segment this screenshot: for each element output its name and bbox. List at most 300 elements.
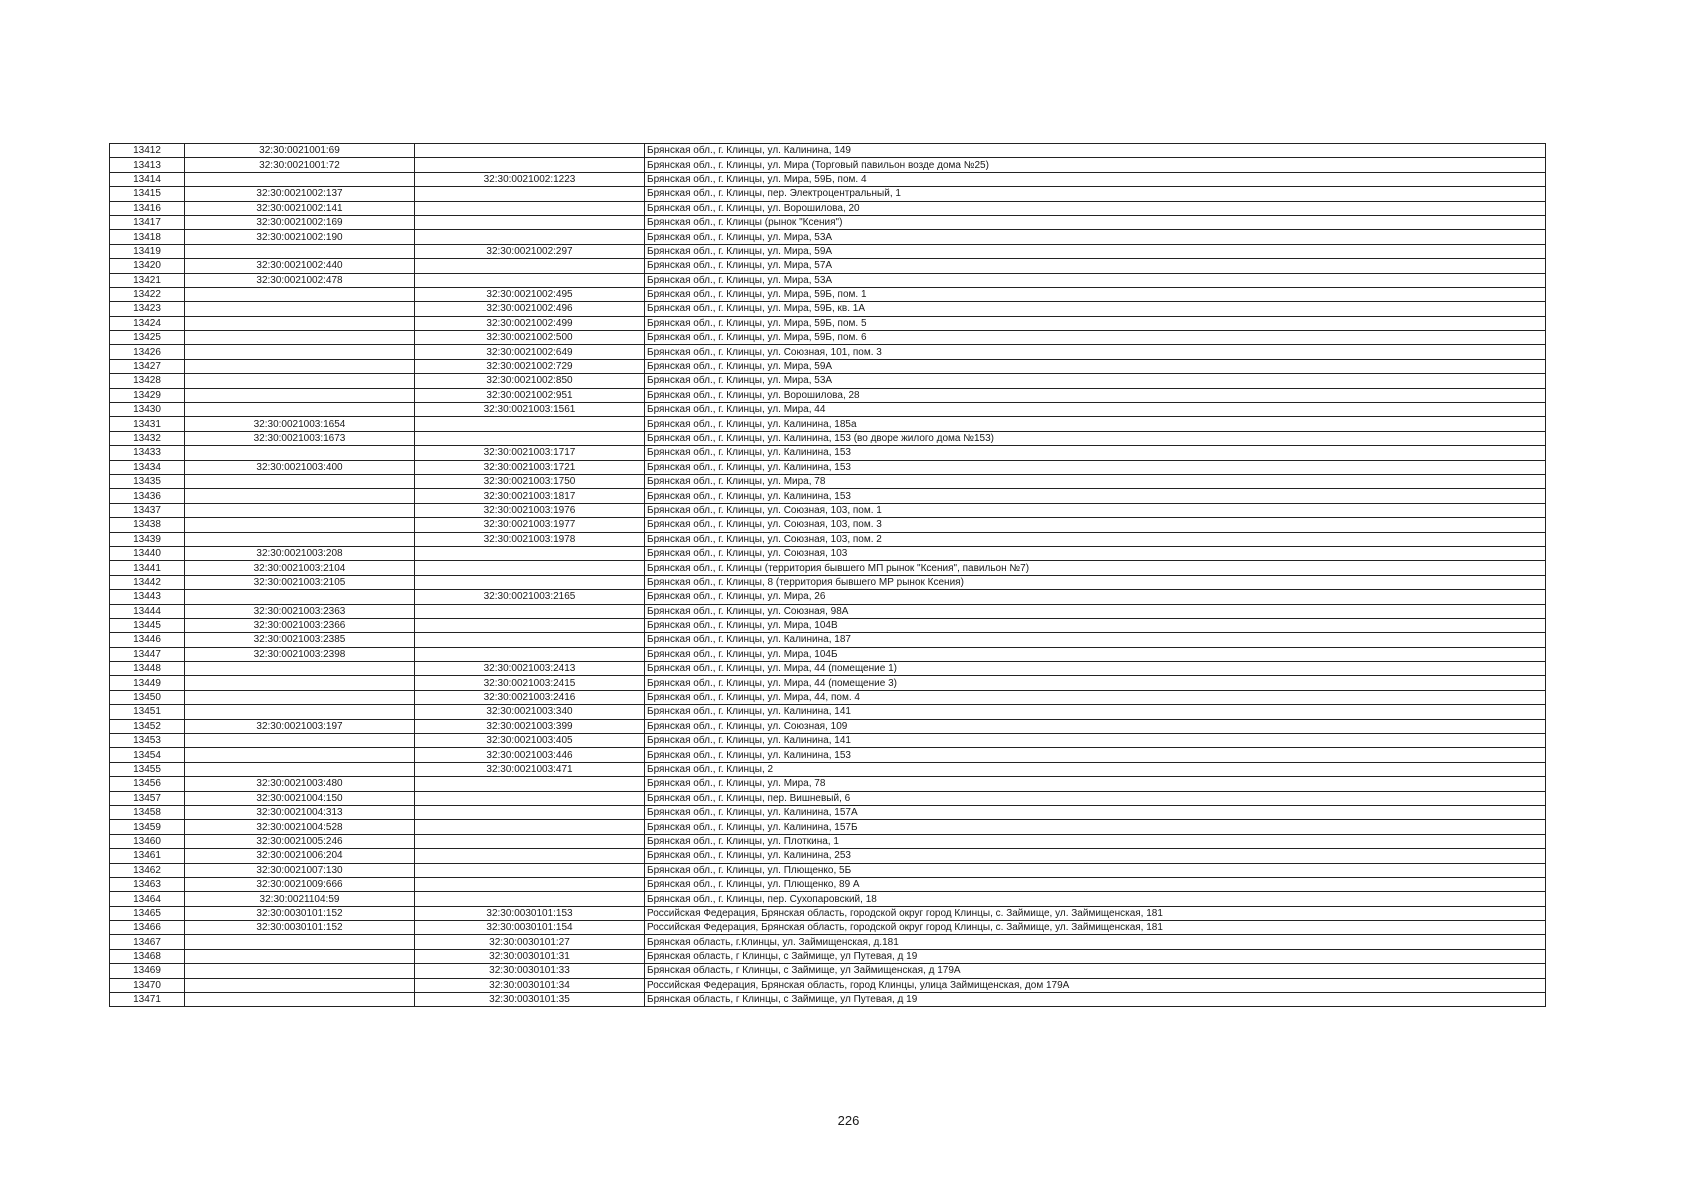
table-row [110, 374, 1546, 388]
cadastral-number-cell: 32:30:0021003:197 [185, 719, 415, 733]
row-number-cell: 13441 [110, 561, 185, 575]
related-cadastral-number-cell [415, 546, 645, 560]
row-number-cell: 13455 [110, 762, 185, 776]
related-cadastral-number-cell: 32:30:0021002:499 [415, 316, 645, 330]
table-row [110, 690, 1546, 704]
cadastral-number-cell [185, 762, 415, 776]
cadastral-number-cell: 32:30:0021003:2104 [185, 561, 415, 575]
cadastral-number-cell [185, 345, 415, 359]
related-cadastral-number-cell: 32:30:0021002:729 [415, 359, 645, 373]
related-cadastral-number-cell: 32:30:0021002:1223 [415, 172, 645, 186]
cadastral-number-cell: 32:30:0021002:440 [185, 259, 415, 273]
related-cadastral-number-cell: 32:30:0021002:496 [415, 302, 645, 316]
table-row [110, 662, 1546, 676]
table-row [110, 777, 1546, 791]
row-number-cell: 13471 [110, 993, 185, 1007]
cadastral-number-cell [185, 359, 415, 373]
related-cadastral-number-cell: 32:30:0021003:399 [415, 719, 645, 733]
table-row [110, 849, 1546, 863]
cadastral-number-cell: 32:30:0021002:169 [185, 215, 415, 229]
cadastral-number-cell: 32:30:0021001:72 [185, 158, 415, 172]
row-number-cell: 13418 [110, 230, 185, 244]
cadastral-number-cell: 32:30:0021003:1654 [185, 417, 415, 431]
table-row [110, 921, 1546, 935]
cadastral-number-cell: 32:30:0021009:666 [185, 877, 415, 891]
row-number-cell: 13457 [110, 791, 185, 805]
row-number-cell: 13459 [110, 820, 185, 834]
address-cell: Российская Федерация, Брянская область, городской округ город Клинцы, с. Займище, ул. Займищенская, 181 [645, 921, 1546, 935]
row-number-cell: 13430 [110, 403, 185, 417]
row-number-cell: 13440 [110, 546, 185, 560]
table-row [110, 518, 1546, 532]
row-number-cell: 13444 [110, 604, 185, 618]
related-cadastral-number-cell: 32:30:0021002:850 [415, 374, 645, 388]
related-cadastral-number-cell [415, 805, 645, 819]
address-cell: Брянская область, г Клинцы, с Займище, ул Путевая, д 19 [645, 949, 1546, 963]
address-cell: Брянская обл., г. Клинцы, ул. Мира, 59А [645, 359, 1546, 373]
table-row [110, 834, 1546, 848]
table-row [110, 546, 1546, 560]
row-number-cell: 13438 [110, 518, 185, 532]
table-row [110, 446, 1546, 460]
address-cell: Брянская обл., г. Клинцы, ул. Союзная, 109 [645, 719, 1546, 733]
address-cell: Брянская обл., г. Клинцы, ул. Мира, 53А [645, 230, 1546, 244]
cadastral-number-cell: 32:30:0021007:130 [185, 863, 415, 877]
table-row [110, 935, 1546, 949]
cadastral-number-cell [185, 532, 415, 546]
address-cell: Брянская обл., г. Клинцы, ул. Мира, 104Б [645, 647, 1546, 661]
page-number: 226 [837, 1113, 860, 1128]
table-row [110, 431, 1546, 445]
row-number-cell: 13434 [110, 460, 185, 474]
table-row [110, 892, 1546, 906]
table-row [110, 877, 1546, 891]
related-cadastral-number-cell [415, 849, 645, 863]
address-cell: Брянская обл., г. Клинцы, ул. Мира, 53А [645, 273, 1546, 287]
address-cell: Брянская обл., г. Клинцы, ул. Калинина, 153 (во дворе жилого дома №153) [645, 431, 1546, 445]
address-cell: Брянская область, г Клинцы, с Займище, ул Займищенская, д 179А [645, 964, 1546, 978]
address-cell: Брянская обл., г. Клинцы, ул. Союзная, 101, пом. 3 [645, 345, 1546, 359]
address-cell: Брянская обл., г. Клинцы, ул. Мира, 59А [645, 244, 1546, 258]
row-number-cell: 13429 [110, 388, 185, 402]
cadastral-number-cell: 32:30:0021004:313 [185, 805, 415, 819]
row-number-cell: 13421 [110, 273, 185, 287]
address-cell: Брянская обл., г. Клинцы, ул. Мира, 78 [645, 777, 1546, 791]
cadastral-number-cell [185, 705, 415, 719]
row-number-cell: 13464 [110, 892, 185, 906]
address-cell: Брянская обл., г. Клинцы, ул. Союзная, 98А [645, 604, 1546, 618]
address-cell: Брянская обл., г. Клинцы, ул. Мира, 44 [645, 403, 1546, 417]
table-row [110, 417, 1546, 431]
row-number-cell: 13423 [110, 302, 185, 316]
cadastral-number-cell [185, 676, 415, 690]
cadastral-number-cell [185, 978, 415, 992]
address-cell: Брянская обл., г. Клинцы, ул. Мира (Торговый павильон возде дома №25) [645, 158, 1546, 172]
row-number-cell: 13456 [110, 777, 185, 791]
table-row [110, 403, 1546, 417]
row-number-cell: 13465 [110, 906, 185, 920]
address-cell: Брянская обл., г. Клинцы, ул. Мира, 44 (помещение 1) [645, 662, 1546, 676]
cadastral-number-cell: 32:30:0021004:528 [185, 820, 415, 834]
address-cell: Брянская обл., г. Клинцы, ул. Мира, 44, пом. 4 [645, 690, 1546, 704]
row-number-cell: 13466 [110, 921, 185, 935]
table-row [110, 201, 1546, 215]
address-cell: Брянская обл., г. Клинцы, ул. Калинина, 157Б [645, 820, 1546, 834]
table-row [110, 604, 1546, 618]
row-number-cell: 13413 [110, 158, 185, 172]
cadastral-number-cell [185, 949, 415, 963]
cadastral-number-cell: 32:30:0021003:2363 [185, 604, 415, 618]
related-cadastral-number-cell [415, 633, 645, 647]
address-cell: Брянская обл., г. Клинцы, ул. Мира, 59Б, пом. 6 [645, 331, 1546, 345]
related-cadastral-number-cell [415, 834, 645, 848]
row-number-cell: 13426 [110, 345, 185, 359]
cadastral-number-cell: 32:30:0021002:478 [185, 273, 415, 287]
cadastral-number-cell: 32:30:0021001:69 [185, 144, 415, 158]
table-row [110, 532, 1546, 546]
table-row [110, 187, 1546, 201]
related-cadastral-number-cell: 32:30:0021002:649 [415, 345, 645, 359]
row-number-cell: 13445 [110, 618, 185, 632]
cadastral-number-cell: 32:30:0021003:2105 [185, 575, 415, 589]
address-cell: Брянская обл., г. Клинцы, ул. Калинина, 149 [645, 144, 1546, 158]
row-number-cell: 13458 [110, 805, 185, 819]
related-cadastral-number-cell: 32:30:0021003:1977 [415, 518, 645, 532]
cadastral-number-cell [185, 374, 415, 388]
table-row [110, 949, 1546, 963]
row-number-cell: 13462 [110, 863, 185, 877]
row-number-cell: 13412 [110, 144, 185, 158]
address-cell: Брянская обл., г. Клинцы, ул. Мира, 78 [645, 474, 1546, 488]
table-row [110, 590, 1546, 604]
related-cadastral-number-cell: 32:30:0021003:1721 [415, 460, 645, 474]
address-cell: Брянская обл., г. Клинцы, ул. Союзная, 103, пом. 2 [645, 532, 1546, 546]
row-number-cell: 13468 [110, 949, 185, 963]
address-cell: Брянская обл., г. Клинцы, ул. Калинина, 157А [645, 805, 1546, 819]
row-number-cell: 13415 [110, 187, 185, 201]
related-cadastral-number-cell [415, 259, 645, 273]
table-row [110, 489, 1546, 503]
address-cell: Брянская обл., г. Клинцы (рынок "Ксения") [645, 215, 1546, 229]
table-row [110, 287, 1546, 301]
related-cadastral-number-cell: 32:30:0021003:471 [415, 762, 645, 776]
table-row [110, 172, 1546, 186]
table-row [110, 503, 1546, 517]
cadastral-number-cell [185, 690, 415, 704]
cadastral-number-cell: 32:30:0021003:208 [185, 546, 415, 560]
table-row [110, 474, 1546, 488]
cadastral-number-cell [185, 446, 415, 460]
address-cell: Брянская обл., г. Клинцы, ул. Калинина, 153 [645, 489, 1546, 503]
row-number-cell: 13417 [110, 215, 185, 229]
related-cadastral-number-cell [415, 215, 645, 229]
table-row [110, 618, 1546, 632]
related-cadastral-number-cell: 32:30:0030101:27 [415, 935, 645, 949]
cadastral-number-cell: 32:30:0021005:246 [185, 834, 415, 848]
address-cell: Брянская обл., г. Клинцы, ул. Союзная, 103, пом. 1 [645, 503, 1546, 517]
related-cadastral-number-cell: 32:30:0021002:495 [415, 287, 645, 301]
address-cell: Брянская область, г.Клинцы, ул. Займищенская, д.181 [645, 935, 1546, 949]
address-cell: Брянская обл., г. Клинцы, ул. Союзная, 103 [645, 546, 1546, 560]
related-cadastral-number-cell: 32:30:0021003:1750 [415, 474, 645, 488]
row-number-cell: 13428 [110, 374, 185, 388]
row-number-cell: 13447 [110, 647, 185, 661]
cadastral-number-cell [185, 172, 415, 186]
row-number-cell: 13460 [110, 834, 185, 848]
related-cadastral-number-cell [415, 618, 645, 632]
related-cadastral-number-cell [415, 820, 645, 834]
address-cell: Брянская обл., г. Клинцы, ул. Калинина, 187 [645, 633, 1546, 647]
table-row [110, 144, 1546, 158]
cadastral-number-cell [185, 662, 415, 676]
address-cell: Брянская обл., г. Клинцы, 8 (территория бывшего МР рынок Ксения) [645, 575, 1546, 589]
related-cadastral-number-cell: 32:30:0021003:2415 [415, 676, 645, 690]
table-row [110, 978, 1546, 992]
cadastral-number-cell: 32:30:0021002:141 [185, 201, 415, 215]
related-cadastral-number-cell: 32:30:0021002:500 [415, 331, 645, 345]
cadastral-number-cell: 32:30:0021003:2385 [185, 633, 415, 647]
address-cell: Брянская обл., г. Клинцы, ул. Мира, 59Б, пом. 1 [645, 287, 1546, 301]
row-number-cell: 13420 [110, 259, 185, 273]
related-cadastral-number-cell: 32:30:0021003:1976 [415, 503, 645, 517]
related-cadastral-number-cell: 32:30:0021003:1717 [415, 446, 645, 460]
row-number-cell: 13442 [110, 575, 185, 589]
row-number-cell: 13452 [110, 719, 185, 733]
cadastral-number-cell [185, 590, 415, 604]
address-cell: Брянская обл., г. Клинцы, ул. Калинина, 153 [645, 460, 1546, 474]
related-cadastral-number-cell [415, 791, 645, 805]
cadastral-number-cell [185, 331, 415, 345]
row-number-cell: 13435 [110, 474, 185, 488]
address-cell: Российская Федерация, Брянская область, город Клинцы, улица Займищенская, дом 179А [645, 978, 1546, 992]
cadastral-number-cell [185, 964, 415, 978]
related-cadastral-number-cell: 32:30:0021003:446 [415, 748, 645, 762]
address-cell: Брянская обл., г. Клинцы, ул. Калинина, 153 [645, 446, 1546, 460]
cadastral-number-cell: 32:30:0021003:2398 [185, 647, 415, 661]
related-cadastral-number-cell: 32:30:0021003:340 [415, 705, 645, 719]
related-cadastral-number-cell: 32:30:0030101:35 [415, 993, 645, 1007]
address-cell: Брянская обл., г. Клинцы, ул. Калинина, 153 [645, 748, 1546, 762]
row-number-cell: 13443 [110, 590, 185, 604]
cadastral-number-cell [185, 316, 415, 330]
address-cell: Брянская обл., г. Клинцы, 2 [645, 762, 1546, 776]
related-cadastral-number-cell: 32:30:0021003:1978 [415, 532, 645, 546]
address-cell: Брянская обл., г. Клинцы, ул. Плющенко, 5Б [645, 863, 1546, 877]
address-cell: Брянская обл., г. Клинцы, ул. Мира, 44 (помещение 3) [645, 676, 1546, 690]
table-row [110, 993, 1546, 1007]
cadastral-number-cell [185, 244, 415, 258]
row-number-cell: 13419 [110, 244, 185, 258]
table-row [110, 316, 1546, 330]
row-number-cell: 13425 [110, 331, 185, 345]
address-cell: Брянская обл., г. Клинцы, пер. Сухопаровский, 18 [645, 892, 1546, 906]
cadastral-number-cell [185, 302, 415, 316]
row-number-cell: 13467 [110, 935, 185, 949]
table-row [110, 762, 1546, 776]
related-cadastral-number-cell [415, 144, 645, 158]
table-row [110, 345, 1546, 359]
table-row [110, 575, 1546, 589]
address-cell: Брянская обл., г. Клинцы, ул. Мира, 57А [645, 259, 1546, 273]
table-row [110, 215, 1546, 229]
table-row [110, 633, 1546, 647]
table-row [110, 964, 1546, 978]
cadastral-number-cell [185, 993, 415, 1007]
related-cadastral-number-cell [415, 647, 645, 661]
row-number-cell: 13432 [110, 431, 185, 445]
cadastral-number-cell: 32:30:0021003:400 [185, 460, 415, 474]
address-cell: Брянская обл., г. Клинцы, ул. Мира, 59Б, пом. 4 [645, 172, 1546, 186]
cadastral-number-cell [185, 734, 415, 748]
cadastral-number-cell [185, 474, 415, 488]
row-number-cell: 13431 [110, 417, 185, 431]
table-row [110, 647, 1546, 661]
row-number-cell: 13463 [110, 877, 185, 891]
row-number-cell: 13422 [110, 287, 185, 301]
address-cell: Брянская обл., г. Клинцы, пер. Электроцентральный, 1 [645, 187, 1546, 201]
table-row [110, 748, 1546, 762]
cadastral-number-cell: 32:30:0030101:152 [185, 921, 415, 935]
row-number-cell: 13449 [110, 676, 185, 690]
row-number-cell: 13450 [110, 690, 185, 704]
related-cadastral-number-cell: 32:30:0030101:154 [415, 921, 645, 935]
related-cadastral-number-cell [415, 431, 645, 445]
address-cell: Брянская обл., г. Клинцы, ул. Калинина, 253 [645, 849, 1546, 863]
table-row [110, 259, 1546, 273]
address-cell: Брянская обл., г. Клинцы (территория бывшего МП рынок "Ксения", павильон №7) [645, 561, 1546, 575]
related-cadastral-number-cell: 32:30:0030101:31 [415, 949, 645, 963]
table-row [110, 561, 1546, 575]
cadastral-number-cell: 32:30:0021003:1673 [185, 431, 415, 445]
row-number-cell: 13414 [110, 172, 185, 186]
cadastral-number-cell: 32:30:0021006:204 [185, 849, 415, 863]
row-number-cell: 13433 [110, 446, 185, 460]
row-number-cell: 13416 [110, 201, 185, 215]
table-row [110, 359, 1546, 373]
cadastral-number-cell: 32:30:0021002:137 [185, 187, 415, 201]
row-number-cell: 13437 [110, 503, 185, 517]
cadastral-number-cell [185, 287, 415, 301]
row-number-cell: 13448 [110, 662, 185, 676]
related-cadastral-number-cell [415, 877, 645, 891]
related-cadastral-number-cell: 32:30:0021003:405 [415, 734, 645, 748]
related-cadastral-number-cell: 32:30:0021002:297 [415, 244, 645, 258]
table-row [110, 230, 1546, 244]
related-cadastral-number-cell [415, 201, 645, 215]
table-row [110, 273, 1546, 287]
related-cadastral-number-cell [415, 187, 645, 201]
related-cadastral-number-cell: 32:30:0030101:33 [415, 964, 645, 978]
related-cadastral-number-cell: 32:30:0021003:1817 [415, 489, 645, 503]
row-number-cell: 13469 [110, 964, 185, 978]
address-cell: Брянская обл., г. Клинцы, ул. Ворошилова, 20 [645, 201, 1546, 215]
cadastral-number-cell: 32:30:0021003:480 [185, 777, 415, 791]
row-number-cell: 13436 [110, 489, 185, 503]
related-cadastral-number-cell [415, 777, 645, 791]
row-number-cell: 13461 [110, 849, 185, 863]
row-number-cell: 13439 [110, 532, 185, 546]
related-cadastral-number-cell: 32:30:0021002:951 [415, 388, 645, 402]
related-cadastral-number-cell [415, 863, 645, 877]
table-row [110, 791, 1546, 805]
address-cell: Брянская обл., г. Клинцы, ул. Мира, 53А [645, 374, 1546, 388]
address-cell: Брянская обл., г. Клинцы, ул. Мира, 59Б, кв. 1А [645, 302, 1546, 316]
cadastral-number-cell: 32:30:0021002:190 [185, 230, 415, 244]
table-row [110, 805, 1546, 819]
related-cadastral-number-cell [415, 561, 645, 575]
cadastral-number-cell [185, 489, 415, 503]
cadastral-number-cell [185, 935, 415, 949]
cadastral-number-cell: 32:30:0021104:59 [185, 892, 415, 906]
table-row [110, 676, 1546, 690]
table-row [110, 719, 1546, 733]
address-cell: Брянская обл., г. Клинцы, ул. Мира, 26 [645, 590, 1546, 604]
cadastral-number-cell [185, 518, 415, 532]
cadastral-number-cell [185, 748, 415, 762]
related-cadastral-number-cell [415, 230, 645, 244]
registry-table-body [110, 144, 1546, 1007]
row-number-cell: 13470 [110, 978, 185, 992]
address-cell: Брянская обл., г. Клинцы, ул. Калинина, 141 [645, 734, 1546, 748]
table-row [110, 460, 1546, 474]
row-number-cell: 13424 [110, 316, 185, 330]
address-cell: Брянская обл., г. Клинцы, ул. Калинина, 141 [645, 705, 1546, 719]
address-cell: Российская Федерация, Брянская область, городской округ город Клинцы, с. Займище, ул. Займищенская, 181 [645, 906, 1546, 920]
address-cell: Брянская область, г Клинцы, с Займище, ул Путевая, д 19 [645, 993, 1546, 1007]
table-row [110, 820, 1546, 834]
related-cadastral-number-cell: 32:30:0030101:34 [415, 978, 645, 992]
cadastral-number-cell: 32:30:0021003:2366 [185, 618, 415, 632]
related-cadastral-number-cell [415, 604, 645, 618]
related-cadastral-number-cell [415, 892, 645, 906]
related-cadastral-number-cell: 32:30:0021003:2165 [415, 590, 645, 604]
related-cadastral-number-cell: 32:30:0021003:1561 [415, 403, 645, 417]
row-number-cell: 13454 [110, 748, 185, 762]
address-cell: Брянская обл., г. Клинцы, ул. Плоткина, 1 [645, 834, 1546, 848]
table-row [110, 244, 1546, 258]
related-cadastral-number-cell: 32:30:0030101:153 [415, 906, 645, 920]
table-row [110, 388, 1546, 402]
related-cadastral-number-cell: 32:30:0021003:2416 [415, 690, 645, 704]
address-cell: Брянская обл., г. Клинцы, ул. Плющенко, 89 А [645, 877, 1546, 891]
row-number-cell: 13451 [110, 705, 185, 719]
address-cell: Брянская обл., г. Клинцы, ул. Союзная, 103, пом. 3 [645, 518, 1546, 532]
registry-table [109, 143, 1546, 1007]
table-row [110, 906, 1546, 920]
related-cadastral-number-cell: 32:30:0021003:2413 [415, 662, 645, 676]
table-row [110, 705, 1546, 719]
cadastral-number-cell: 32:30:0030101:152 [185, 906, 415, 920]
table-row [110, 331, 1546, 345]
table-row [110, 302, 1546, 316]
address-cell: Брянская обл., г. Клинцы, пер. Вишневый, 6 [645, 791, 1546, 805]
address-cell: Брянская обл., г. Клинцы, ул. Ворошилова, 28 [645, 388, 1546, 402]
table-row [110, 734, 1546, 748]
row-number-cell: 13446 [110, 633, 185, 647]
table-row [110, 863, 1546, 877]
address-cell: Брянская обл., г. Клинцы, ул. Мира, 104В [645, 618, 1546, 632]
address-cell: Брянская обл., г. Клинцы, ул. Калинина, 185а [645, 417, 1546, 431]
cadastral-number-cell: 32:30:0021004:150 [185, 791, 415, 805]
row-number-cell: 13453 [110, 734, 185, 748]
row-number-cell: 13427 [110, 359, 185, 373]
related-cadastral-number-cell [415, 158, 645, 172]
cadastral-number-cell [185, 403, 415, 417]
related-cadastral-number-cell [415, 273, 645, 287]
address-cell: Брянская обл., г. Клинцы, ул. Мира, 59Б, пом. 5 [645, 316, 1546, 330]
cadastral-number-cell [185, 388, 415, 402]
related-cadastral-number-cell [415, 417, 645, 431]
